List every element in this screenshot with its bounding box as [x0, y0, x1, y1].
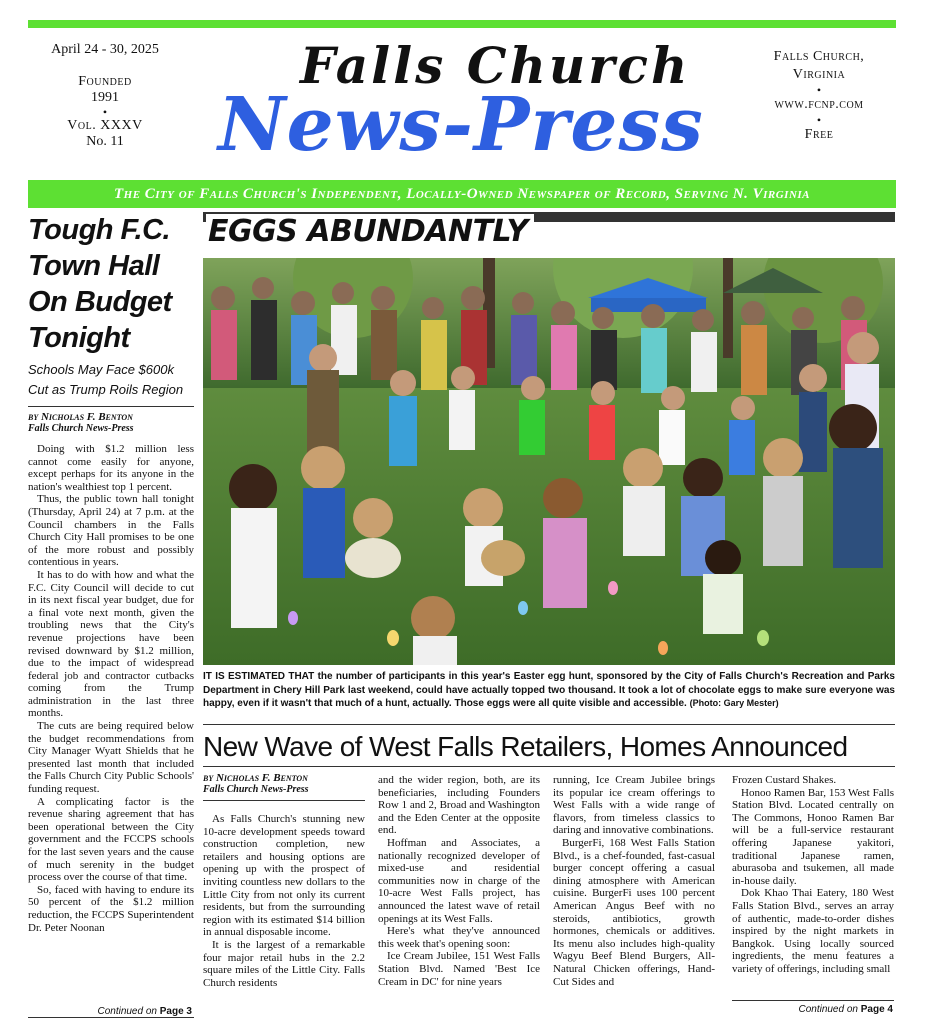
paragraph: Ice Cream Jubilee, 151 West Falls Station Blvd. Named 'Best Ice Cream in DC' for nine years	[378, 950, 540, 988]
continued-link[interactable]	[798, 1004, 893, 1015]
caption-text: IT IS ESTIMATED THAT the number of participants in this year's Easter egg hunt, sponsored by the City of Falls Church's Recreation and Parks Department in Chery Hill Park last weekend, could have actually topped two thousand. It took a lot of chocolate eggs to make sure everyone was happy, even if it wasn't that much of a hunt, actually. Those eggs were all quite visible and accessible.	[203, 671, 895, 709]
website-link[interactable]: www.fcnp.com	[774, 97, 864, 112]
continued-page: Page 3	[159, 1006, 192, 1017]
paragraph: Doing with $1.2 million less cannot come easily for anyone, except perhaps for its anyone in the nation's wealthiest top 1 percent.	[28, 443, 194, 493]
second-story-column-4	[732, 770, 894, 1018]
continued-link[interactable]	[97, 1006, 192, 1017]
paragraph: Here's what they've announced this week that's opening soon:	[378, 925, 540, 950]
founded-label: Founded	[78, 74, 132, 89]
location-state: Virginia	[792, 67, 846, 82]
photo-illustration	[203, 258, 895, 665]
paragraph: Dok Khao Thai Eatery, 180 West Falls Station Blvd., serves an array of authentic, made-to-order dishes inspired by the night markets in Bangkok. Using locally sourced ingredients, the menu features a variety of offerings, including small	[732, 887, 894, 975]
column-body	[553, 774, 715, 988]
paragraph: A complicating factor is the revenue sharing agreement that has been operational between the City government and the FCCPS schools for the last seven years and the cause of much serenity in the budget process over the course of that time.	[28, 795, 194, 884]
masthead-title-top: Falls Church	[300, 36, 691, 95]
byline-author: by Nicholas F. Benton	[28, 411, 133, 423]
bullet-separator: •	[816, 83, 822, 97]
second-story-column-1	[203, 770, 365, 1018]
paragraph: It has to do with how and what the F.C. City Council will decide to cut in its next fiscal year budget, due for a final vote next month, given the troubling news that the City's revenue projections have been revised downward by $1.2 million, due to the impact of widespread federal job and contractor cutbacks coming from the Trump administration in the last three months.	[28, 568, 194, 720]
continued-text: Continued on	[798, 1004, 858, 1015]
masthead-title-bottom: News-Press	[218, 82, 704, 168]
second-byline	[203, 772, 365, 796]
divider	[203, 800, 365, 801]
divider	[203, 724, 895, 725]
divider	[28, 1017, 194, 1018]
paragraph: It is the largest of a remarkable four major retail hubs in the 2.2 square miles of the Little City. Falls Church residents	[203, 938, 365, 989]
byline-org: Falls Church News-Press	[203, 784, 309, 795]
column-body	[378, 774, 540, 988]
photo-credit: (Photo: Gary Mester)	[689, 698, 779, 708]
divider	[28, 406, 194, 407]
lead-story	[28, 210, 194, 1020]
location-info	[744, 48, 894, 144]
paragraph: running, Ice Cream Jubilee brings its popular ice cream offerings to West Falls with a wide range of flavors, from timeless classics to daring and innovative combinations.	[553, 774, 715, 837]
continued-page: Page 4	[860, 1004, 893, 1015]
volume-number: Vol. XXXV	[67, 118, 143, 133]
divider	[732, 1000, 894, 1001]
paragraph: and the wider region, both, are its beneficiaries, including Founders Row 1 and 2, Broad and Washington and the Eden Center at the opposite end.	[378, 774, 540, 837]
lead-body	[28, 443, 194, 1009]
paragraph: BurgerFi, 168 West Falls Station Blvd., is a chef-founded, fast-casual burger concept offering a casual dining atmosphere with American cuisine. BurgerFi uses 100 percent American Angus Beef with no steroids, antibiotics, growth hormones, chemicals or additives. Its menu also includes high-quality Wagyu Beef Blend Burgers, All-Natural Chicken offerings, Hand-Cut Sides and	[553, 836, 715, 988]
paragraph: Honoo Ramen Bar, 153 West Falls Station Blvd. Located centrally on The Commons, Honoo Ramen Bar will be a full-service restaurant offering Japanese yakitori, traditional Japanese ramen, aburasoba and tsukemen, all made in-house daily.	[732, 786, 894, 887]
bullet-separator: •	[102, 105, 108, 119]
byline-author: by Nicholas F. Benton	[203, 772, 308, 784]
paragraph: So, faced with having to endure its 50 percent of the $1.2 million reduction, the FCCPS Superintendent Dr. Peter Noonan	[28, 883, 194, 934]
lead-subhead: Schools May Face $600k Cut as Trump Roils Region	[28, 362, 184, 397]
column-body	[732, 774, 894, 1002]
paragraph: As Falls Church's stunning new 10-acre development speeds toward construction completion, new retailers and housing options are opening up with the prospect of inviting countless new dollars to the Little City from not only its current residents, but from the surrounding region with its estimated $14 billion in annual disposable income.	[203, 813, 365, 939]
issue-info	[30, 42, 180, 150]
price-label: Free	[804, 127, 834, 142]
founded-year: 1991	[91, 90, 119, 105]
photo-title: EGGS ABUNDANTLY	[206, 214, 534, 250]
easter-egg-hunt-photo	[203, 258, 895, 665]
paragraph: Frozen Custard Shakes.	[732, 774, 837, 786]
lead-byline	[28, 411, 194, 435]
paragraph: The cuts are being required below the budget recommendations from City Manager Wyatt Shields that he presented last month that included the Falls Church City Public Schools' funding request.	[28, 720, 194, 796]
second-story-column-2	[378, 770, 540, 1018]
second-headline[interactable]: New Wave of West Falls Retailers, Homes Announced	[203, 731, 848, 762]
divider	[203, 766, 895, 767]
issue-date: April 24 - 30, 2025	[51, 42, 159, 57]
byline-org: Falls Church News-Press	[28, 423, 134, 434]
top-accent-bar	[28, 20, 896, 28]
photo-caption	[203, 670, 895, 711]
masthead-logo	[210, 32, 730, 172]
paragraph: Hoffman and Associates, a nationally recognized developer of mixed-use and residential communities now in charge of the 10-acre West Falls project, has announced the latest wave of retail openings at its West Falls.	[378, 836, 540, 925]
column-body	[203, 813, 365, 989]
bullet-separator: •	[816, 113, 822, 127]
issue-number: No. 11	[86, 134, 124, 149]
continued-text: Continued on	[97, 1006, 157, 1017]
lead-headline[interactable]: Tough F.C. Town Hall On Budget Tonight	[28, 214, 172, 354]
tagline-banner: The City of Falls Church's Independent, Locally-Owned Newspaper of Record, Serving N. Virginia	[28, 180, 896, 208]
paragraph: Thus, the public town hall tonight (Thursday, April 24) at 7 p.m. at the Council chambers in the Falls Church City Hall promises to be one of the more robust and possibly contentious in years.	[28, 493, 194, 569]
location-city: Falls Church,	[773, 49, 865, 64]
second-story-column-3	[553, 770, 715, 1018]
